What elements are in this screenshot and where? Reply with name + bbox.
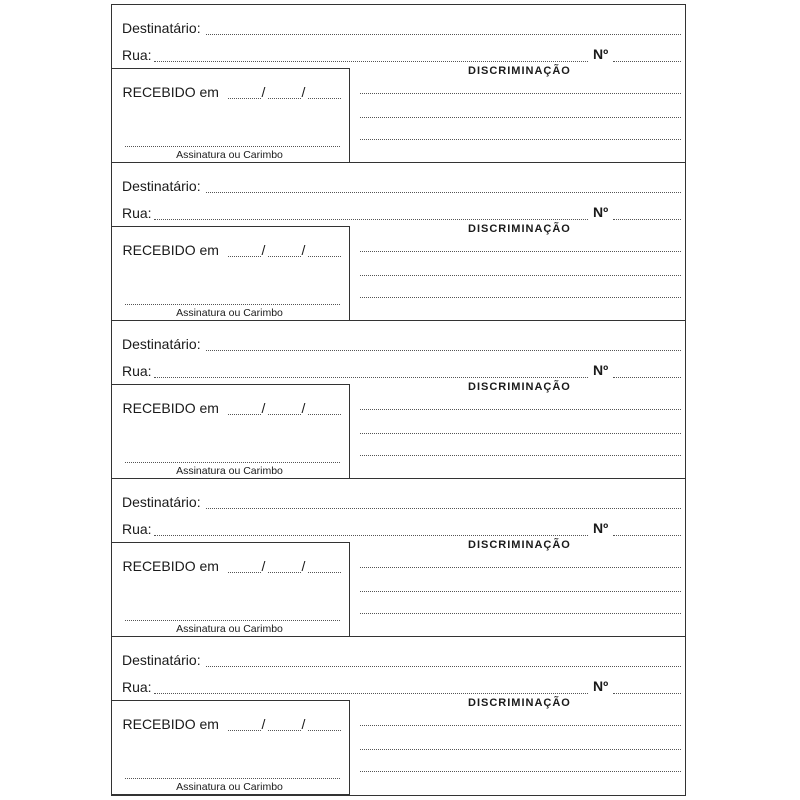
numero-label: Nº [593, 204, 609, 220]
rua-label: Rua: [122, 363, 152, 379]
discriminacao-line[interactable] [360, 749, 681, 750]
rua-field[interactable] [154, 377, 588, 378]
recebido-box [111, 700, 350, 795]
date-separator: / [301, 242, 306, 258]
discriminacao-line[interactable] [360, 613, 681, 614]
date-separator: / [261, 558, 266, 574]
recebido-label: RECEBIDO em [122, 558, 219, 574]
recebido-label: RECEBIDO em [122, 242, 219, 258]
receipt-slip [112, 163, 685, 321]
destinatario-field[interactable] [206, 350, 681, 351]
destinatario-label: Destinatário: [122, 652, 201, 668]
date-day-field[interactable] [228, 414, 261, 415]
discriminacao-line[interactable] [360, 139, 681, 140]
assinatura-label: Assinatura ou Carimbo [176, 465, 283, 477]
discriminacao-heading: DISCRIMINAÇÃO [468, 381, 571, 393]
signature-line[interactable] [125, 778, 340, 779]
date-separator: / [301, 716, 306, 732]
destinatario-label: Destinatário: [122, 178, 201, 194]
numero-field[interactable] [613, 61, 681, 62]
discriminacao-line[interactable] [360, 567, 681, 568]
date-year-field[interactable] [308, 256, 341, 257]
date-month-field[interactable] [268, 256, 301, 257]
date-separator: / [301, 84, 306, 100]
assinatura-label: Assinatura ou Carimbo [176, 307, 283, 319]
date-month-field[interactable] [268, 98, 301, 99]
recebido-label: RECEBIDO em [122, 84, 219, 100]
destinatario-label: Destinatário: [122, 494, 201, 510]
date-year-field[interactable] [308, 98, 341, 99]
discriminacao-heading: DISCRIMINAÇÃO [468, 539, 571, 551]
date-separator: / [261, 84, 266, 100]
discriminacao-heading: DISCRIMINAÇÃO [468, 697, 571, 709]
destinatario-field[interactable] [206, 666, 681, 667]
discriminacao-line[interactable] [360, 433, 681, 434]
receipt-form-page [111, 4, 686, 796]
date-day-field[interactable] [228, 98, 261, 99]
destinatario-field[interactable] [206, 508, 681, 509]
rua-label: Rua: [122, 679, 152, 695]
destinatario-field[interactable] [206, 34, 681, 35]
date-month-field[interactable] [268, 730, 301, 731]
signature-line[interactable] [125, 146, 340, 147]
numero-label: Nº [593, 362, 609, 378]
discriminacao-heading: DISCRIMINAÇÃO [468, 65, 571, 77]
date-day-field[interactable] [228, 730, 261, 731]
recebido-box [111, 226, 350, 321]
date-separator: / [301, 400, 306, 416]
numero-label: Nº [593, 520, 609, 536]
date-day-field[interactable] [228, 572, 261, 573]
discriminacao-line[interactable] [360, 591, 681, 592]
signature-line[interactable] [125, 620, 340, 621]
numero-field[interactable] [613, 535, 681, 536]
discriminacao-heading: DISCRIMINAÇÃO [468, 223, 571, 235]
recebido-box [111, 542, 350, 637]
recebido-label: RECEBIDO em [122, 400, 219, 416]
numero-field[interactable] [613, 219, 681, 220]
rua-field[interactable] [154, 693, 588, 694]
discriminacao-line[interactable] [360, 117, 681, 118]
destinatario-label: Destinatário: [122, 336, 201, 352]
receipt-slip [112, 321, 685, 479]
numero-label: Nº [593, 678, 609, 694]
date-year-field[interactable] [308, 572, 341, 573]
rua-label: Rua: [122, 47, 152, 63]
date-separator: / [261, 716, 266, 732]
rua-field[interactable] [154, 219, 588, 220]
discriminacao-line[interactable] [360, 93, 681, 94]
date-separator: / [261, 242, 266, 258]
destinatario-field[interactable] [206, 192, 681, 193]
receipt-slip [112, 479, 685, 637]
receipt-slip [112, 637, 685, 794]
assinatura-label: Assinatura ou Carimbo [176, 149, 283, 161]
discriminacao-line[interactable] [360, 409, 681, 410]
assinatura-label: Assinatura ou Carimbo [176, 623, 283, 635]
discriminacao-line[interactable] [360, 297, 681, 298]
receipt-slip [112, 5, 685, 163]
destinatario-label: Destinatário: [122, 20, 201, 36]
numero-field[interactable] [613, 377, 681, 378]
date-month-field[interactable] [268, 572, 301, 573]
discriminacao-line[interactable] [360, 725, 681, 726]
rua-label: Rua: [122, 521, 152, 537]
numero-label: Nº [593, 46, 609, 62]
date-day-field[interactable] [228, 256, 261, 257]
recebido-label: RECEBIDO em [122, 716, 219, 732]
assinatura-label: Assinatura ou Carimbo [176, 781, 283, 793]
numero-field[interactable] [613, 693, 681, 694]
rua-label: Rua: [122, 205, 152, 221]
signature-line[interactable] [125, 304, 340, 305]
date-year-field[interactable] [308, 730, 341, 731]
recebido-box [111, 68, 350, 163]
signature-line[interactable] [125, 462, 340, 463]
date-separator: / [301, 558, 306, 574]
date-month-field[interactable] [268, 414, 301, 415]
date-year-field[interactable] [308, 414, 341, 415]
discriminacao-line[interactable] [360, 455, 681, 456]
discriminacao-line[interactable] [360, 275, 681, 276]
date-separator: / [261, 400, 266, 416]
recebido-box [111, 384, 350, 479]
discriminacao-line[interactable] [360, 771, 681, 772]
rua-field[interactable] [154, 535, 588, 536]
rua-field[interactable] [154, 61, 588, 62]
discriminacao-line[interactable] [360, 251, 681, 252]
